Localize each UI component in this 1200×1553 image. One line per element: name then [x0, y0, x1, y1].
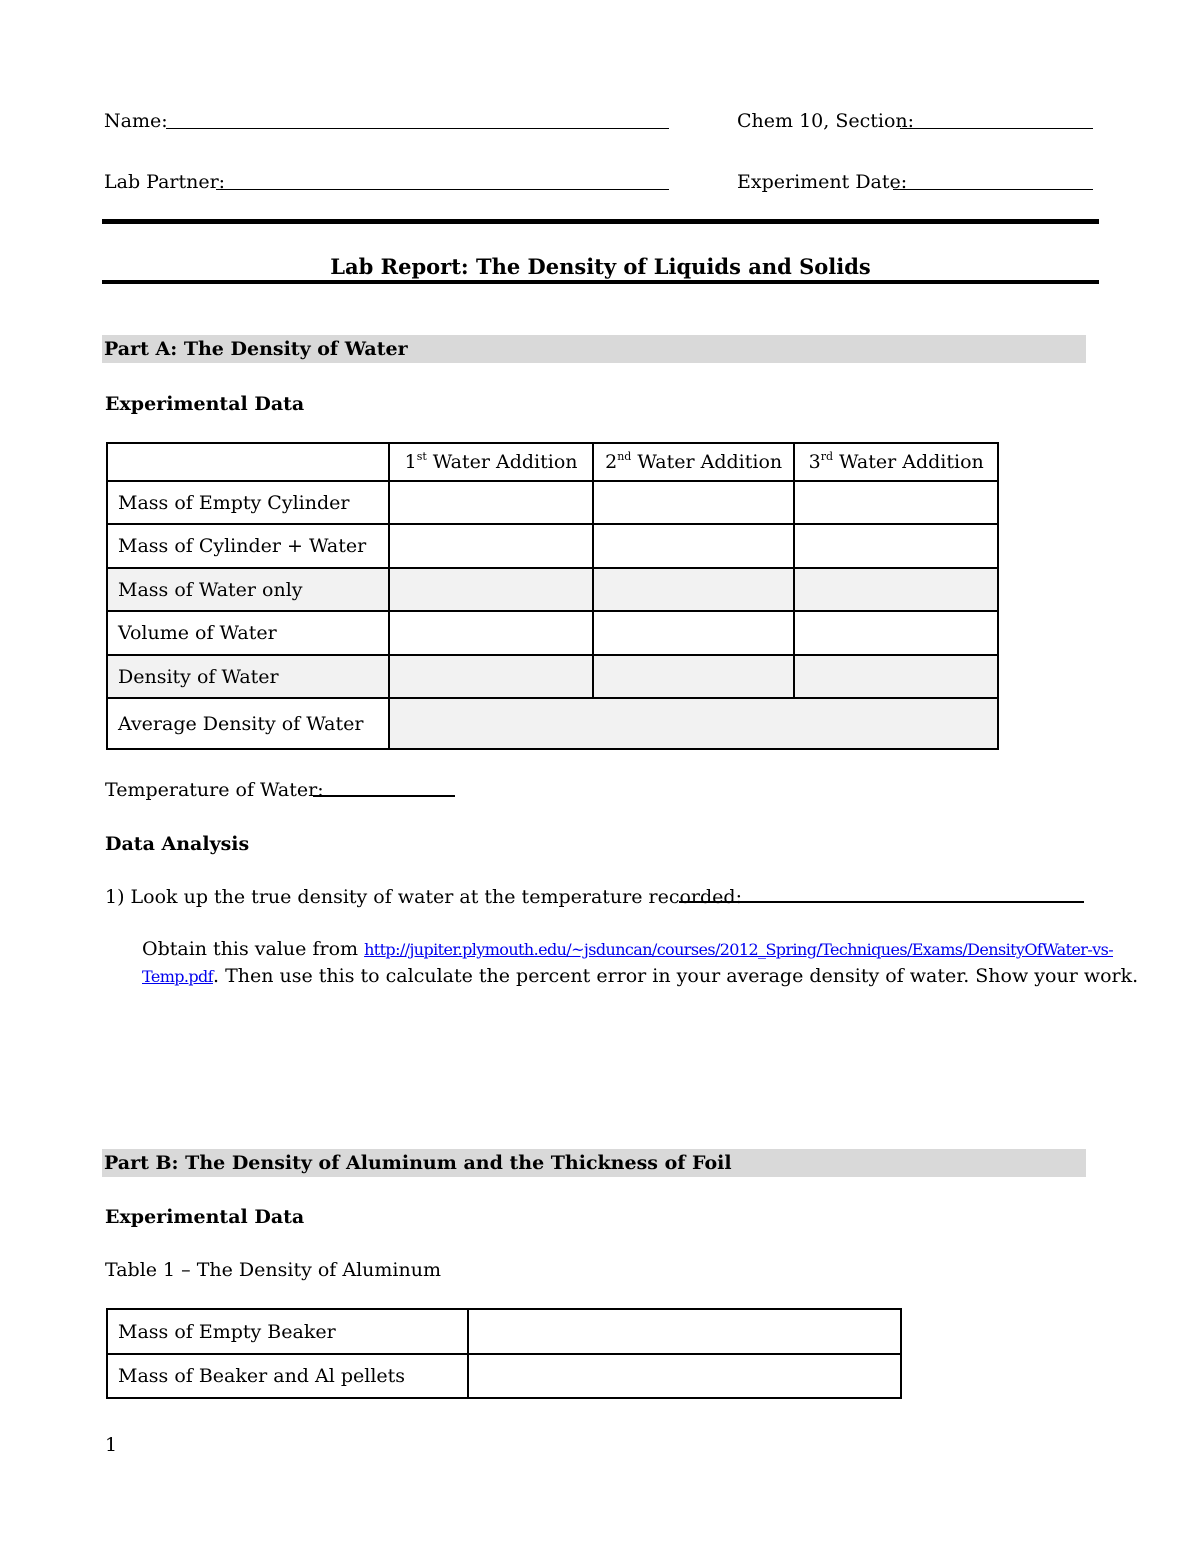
table-row	[107, 524, 998, 568]
table-row	[107, 698, 998, 749]
average-density-cell[interactable]	[389, 698, 998, 749]
part-a-heading-band	[102, 335, 1086, 363]
data-cell[interactable]	[593, 524, 795, 568]
part-b-heading: Part B: The Density of Aluminum and the Thickness of Foil	[104, 1152, 732, 1174]
title-rule-bottom	[102, 280, 1099, 284]
row-label: Volume of Water	[107, 611, 389, 655]
table-row	[107, 1354, 901, 1398]
lab-partner-label: Lab Partner:	[104, 171, 226, 193]
aluminum-density-table	[106, 1308, 902, 1399]
experiment-date-label: Experiment Date:	[737, 171, 908, 193]
name-label: Name:	[104, 110, 168, 132]
data-cell[interactable]	[593, 611, 795, 655]
data-cell[interactable]	[794, 524, 998, 568]
part-b-experimental-data-label: Experimental Data	[105, 1206, 305, 1228]
water-density-table	[106, 442, 999, 750]
data-cell[interactable]	[794, 568, 998, 611]
part-a-heading: Part A: The Density of Water	[104, 338, 408, 360]
name-field[interactable]	[166, 128, 669, 129]
data-cell[interactable]	[468, 1309, 901, 1354]
row-label: Average Density of Water	[107, 698, 389, 749]
obtain-line-1	[142, 938, 1113, 961]
data-cell[interactable]	[468, 1354, 901, 1398]
page-title: Lab Report: The Density of Liquids and Solids	[330, 254, 871, 279]
column-header-2: 2nd Water Addition	[593, 443, 795, 481]
data-cell[interactable]	[794, 655, 998, 698]
section-field[interactable]	[900, 128, 1093, 129]
experiment-date-field[interactable]	[893, 189, 1093, 190]
table-row	[107, 655, 998, 698]
data-cell[interactable]	[389, 481, 593, 524]
row-label: Mass of Empty Cylinder	[107, 481, 389, 524]
temperature-field[interactable]	[313, 795, 455, 797]
data-cell[interactable]	[389, 611, 593, 655]
table-row	[107, 611, 998, 655]
column-header-1: 1st Water Addition	[389, 443, 593, 481]
obtain-line-2	[142, 965, 1138, 988]
column-header-3: 3rd Water Addition	[794, 443, 998, 481]
title-rule-top	[102, 219, 1099, 224]
table-header-row	[107, 443, 998, 481]
table-row	[107, 568, 998, 611]
row-label: Density of Water	[107, 655, 389, 698]
lab-partner-field[interactable]	[216, 189, 669, 190]
question-1-answer-field[interactable]	[679, 901, 1084, 903]
row-label: Mass of Cylinder + Water	[107, 524, 389, 568]
page-number: 1	[105, 1434, 118, 1456]
data-cell[interactable]	[794, 611, 998, 655]
obtain-prefix: Obtain this value from	[142, 938, 365, 960]
data-cell[interactable]	[593, 655, 795, 698]
data-cell[interactable]	[593, 568, 795, 611]
table-row	[107, 481, 998, 524]
data-cell[interactable]	[389, 655, 593, 698]
temperature-label: Temperature of Water:	[105, 779, 324, 801]
data-analysis-label: Data Analysis	[105, 833, 250, 855]
obtain-suffix: . Then use this to calculate the percent error in your average density of water. Show your work.	[213, 965, 1139, 987]
row-label: Mass of Empty Beaker	[107, 1309, 468, 1354]
row-label: Mass of Water only	[107, 568, 389, 611]
part-b-heading-band	[102, 1149, 1086, 1177]
data-cell[interactable]	[794, 481, 998, 524]
data-cell[interactable]	[389, 524, 593, 568]
density-table-link-continued[interactable]: Temp.pdf	[142, 967, 214, 986]
row-label: Mass of Beaker and Al pellets	[107, 1354, 468, 1398]
table-corner-cell	[107, 443, 389, 481]
part-a-experimental-data-label: Experimental Data	[105, 393, 305, 415]
data-cell[interactable]	[389, 568, 593, 611]
density-table-link[interactable]: http://jupiter.plymouth.edu/~jsduncan/courses/2012_Spring/Techniques/Exams/DensityOfWater-vs-	[364, 940, 1114, 959]
question-1: 1) Look up the true density of water at the temperature recorded:	[105, 886, 742, 908]
section-label: Chem 10, Section:	[737, 110, 915, 132]
table-row	[107, 1309, 901, 1354]
data-cell[interactable]	[593, 481, 795, 524]
table-1-caption: Table 1 – The Density of Aluminum	[105, 1259, 441, 1281]
